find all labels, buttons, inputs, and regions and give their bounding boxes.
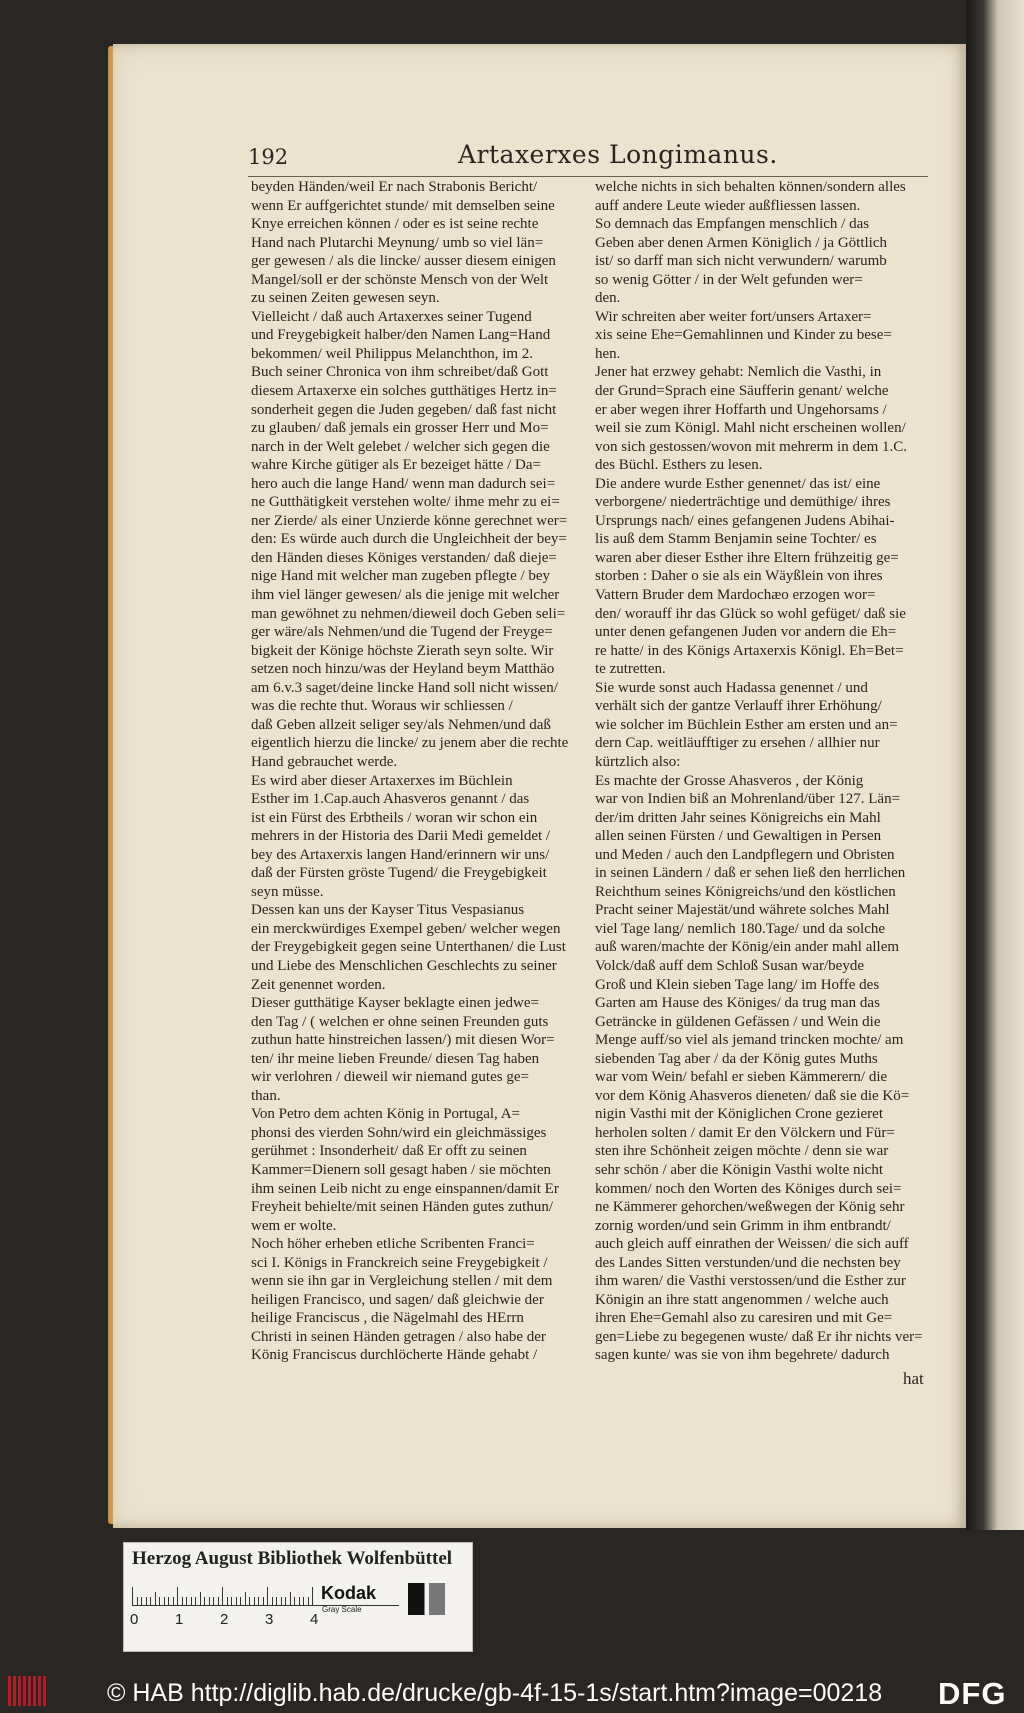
text-line: siebenden Tag aber / da der König gutes Muths <box>595 1050 878 1067</box>
ruler-tick <box>200 1592 201 1605</box>
text-line: setzen noch hinzu/was der Heyland beym Matthäo <box>251 661 555 678</box>
ruler-tick <box>155 1592 156 1605</box>
text-line: zuthun hatte hinstreichen lassen/) mit diesen Wor= <box>251 1032 555 1049</box>
ruler-number: 3 <box>265 1611 274 1628</box>
text-line: Von Petro dem achten König in Portugal, A= <box>251 1106 520 1123</box>
text-line: ist ein Fürst des Erbtheils / woran wir schon ein <box>251 809 538 826</box>
text-line: kommen/ noch den Worten des Königes durch sei= <box>595 1180 902 1197</box>
ruler-tick <box>159 1597 160 1605</box>
text-line: bekommen/ weil Philippus Melanchthon, im 2. <box>251 345 534 362</box>
left-text-column <box>251 178 581 1365</box>
text-line: storben : Daher o sie als ein Wäyßlein von ihres <box>595 568 883 585</box>
text-line: den. <box>595 290 621 307</box>
ruler-tick <box>227 1597 228 1605</box>
text-line: verhält sich der gantze Verlauff ihrer Erhöhung/ <box>595 698 882 715</box>
text-line: Menge auff/so viel als jemand trincken mochte/ am <box>595 1032 904 1049</box>
text-line: phonsi des vierden Sohn/wird ein gleichmässiges <box>251 1124 547 1141</box>
text-line: Freyheit behielte/mit seinen Händen gutes zuthun/ <box>251 1199 554 1216</box>
text-line: ner Zierde/ als einer Unzierde könne gerechnet wer= <box>251 512 568 529</box>
text-line: Zeit genennet worden. <box>251 976 386 993</box>
text-line: viel Tage lang/ nemlich 180.Tage/ und da solche <box>595 920 886 937</box>
text-line: sagen kunte/ was sie von ihm begehrete/ dadurch <box>595 1347 890 1364</box>
text-line: ihm viel länger gewesen/ als die jenige mit welcher <box>251 587 560 604</box>
ruler-tick <box>191 1597 192 1605</box>
text-line: Hand nach Plutarchi Meynung/ umb so viel län= <box>251 234 544 251</box>
text-line: dern Cap. weitläufftiger zu ersehen / allhier nur <box>595 735 880 752</box>
text-line: Geträncke in güldenen Gefässen / und Wein die <box>595 1013 881 1030</box>
text-line: heiligen Francisco, und sagen/ daß gleichwie der <box>251 1291 544 1308</box>
ruler-tick <box>168 1597 169 1605</box>
text-line: ist/ so darff man sich nicht verwundern/ warumb <box>595 253 887 270</box>
text-line: wie solcher im Büchlein Esther am ersten und an= <box>595 716 898 733</box>
text-line: den Tag / ( welchen er ohne seinen Freunden guts <box>251 1013 549 1030</box>
text-line: auch gleich auff einrathen der Weissen/ die sich auff <box>595 1236 909 1253</box>
text-line: und Freygebigkeit halber/den Namen Lang=Hand <box>251 327 551 344</box>
text-line: was die rechte thut. Woraus wir schliessen / <box>251 698 513 715</box>
ruler-tick <box>263 1597 264 1605</box>
ruler-tick <box>231 1597 232 1605</box>
text-line: er aber wegen ihrer Hoffarth und Ungehorsams / <box>595 401 887 418</box>
text-line: und Meden / auch den Landpflegern und Obristen <box>595 846 895 863</box>
text-line: Die andere wurde Esther genennet/ das ist/ eine <box>595 475 881 492</box>
text-line: wenn Er auffgerichtet stunde/ mit demselben seine <box>251 197 555 214</box>
text-line: Garten am Hause des Königes/ da trug man das <box>595 995 880 1012</box>
text-line: Noch höher erheben etliche Scribenten Franci= <box>251 1236 535 1253</box>
color-target-card <box>123 1542 473 1652</box>
text-line: den Händen dieses Königes verstanden/ daß dieje= <box>251 549 557 566</box>
text-line: verborgene/ niederträchtige und demüthige/ ihres <box>595 494 891 511</box>
text-line: ihren Ehe=Gemahl also zu caresiren und mit Ge= <box>595 1310 893 1327</box>
text-line: der/im dritten Jahr seines Königreichs ein Mahl <box>595 809 881 826</box>
text-line: seyn müsse. <box>251 883 324 900</box>
ruler-tick <box>141 1597 142 1605</box>
ruler-tick <box>281 1597 282 1605</box>
text-line: am 6.v.3 saget/deine lincke Hand soll nicht wissen/ <box>251 679 558 696</box>
text-line: beyden Händen/weil Er nach Strabonis Bericht/ <box>251 179 538 195</box>
text-line: waren aber dieser Esther ihre Eltern frühzeitig ge= <box>595 549 899 566</box>
text-line: than. <box>251 1087 281 1104</box>
text-line: daß Geben allzeit seliger sey/als Nehmen/und daß <box>251 716 551 733</box>
text-line: diesem Artaxerxe ein solches gutthätiges Hertz in= <box>251 383 557 400</box>
ruler-tick <box>150 1597 151 1605</box>
gray-scale-patch <box>399 1583 445 1615</box>
text-line: lis auß dem Stamm Benjamin seine Tochter/ es <box>595 531 877 548</box>
ruler-tick <box>146 1597 147 1605</box>
text-line: zornig worden/und sein Grimm in ihm entbrandt/ <box>595 1217 891 1234</box>
kodak-label: Kodak <box>321 1583 377 1603</box>
footer-bar <box>0 1672 1024 1713</box>
text-line: unter denen gefangenen Juden vor andern die Eh= <box>595 624 897 641</box>
text-line: Es wird aber dieser Artaxerxes im Büchlein <box>251 772 513 789</box>
text-line: sten ihre Schönheit zeigen möchte / denn sie war <box>595 1143 889 1160</box>
text-line: herholen solten / damit Er den Völckern und Für= <box>595 1124 895 1141</box>
ruler-tick <box>290 1592 291 1605</box>
text-line: hero auch die lange Hand/ wenn man dadurch sei= <box>251 475 556 492</box>
text-line: Buch seiner Chronica von ihm schreibet/daß Gott <box>251 364 549 381</box>
kodak-gray-scale-label: Gray Scale <box>322 1605 362 1614</box>
text-line: den/ worauff ihr das Glück so wohl gefüget/ daß sie <box>595 605 906 622</box>
text-line: ihm waren/ die Vasthi verstossen/und die Esther zur <box>595 1273 906 1290</box>
text-line: ten/ ihr meine lieben Freunde/ diesen Tag haben <box>251 1050 540 1067</box>
text-line: von sich gestossen/wovon mit mehrerm in dem 1.C. <box>595 438 908 455</box>
text-line: den: Es würde auch durch die Ungleichheit der bey= <box>251 531 567 548</box>
ruler-tick <box>254 1597 255 1605</box>
ruler-tick <box>272 1597 273 1605</box>
footer-credit-link[interactable]: © HAB http://diglib.hab.de/drucke/gb-4f-15-1s/start.htm?image=00218 <box>107 1679 883 1707</box>
text-line: der Grund=Sprach eine Säufferin genant/ welche <box>595 383 889 400</box>
text-line: wenn sie ihn gar in Vergleichung stellen / mit dem <box>251 1273 553 1290</box>
ruler-tick <box>294 1597 295 1605</box>
text-line: ger wäre/als Nehmen/und die Tugend der Freyge= <box>251 624 553 641</box>
text-line: auß waren/machte der König/ein ander mahl allem <box>595 939 900 956</box>
text-line: Pracht seiner Majestät/und währete solches Mahl <box>595 902 890 919</box>
ruler-tick <box>299 1597 300 1605</box>
text-line: weil sie zum Königl. Mahl nicht erscheinen wollen/ <box>595 420 906 437</box>
text-line: so wenig Götter / in der Welt gefunden wer= <box>595 271 863 288</box>
ruler-tick <box>240 1597 241 1605</box>
text-line: Kammer=Dienern soll gesagt haben / sie möchten <box>251 1161 552 1178</box>
scale-ruler <box>132 1585 432 1606</box>
text-line: zu seinen Zeiten gewesen seyn. <box>251 290 440 307</box>
text-line: sci I. Königs in Franckreich seine Freygebigkeit / <box>251 1254 548 1271</box>
text-line: Esther im 1.Cap.auch Ahasveros genannt / das <box>251 791 530 808</box>
ruler-number: 4 <box>310 1611 319 1628</box>
text-line: wir verlohren / dieweil wir niemand gutes ge= <box>251 1069 529 1086</box>
text-line: hen. <box>595 345 621 362</box>
text-line: gerühmet : Insonderheit/ daß Er offt zu seinen <box>251 1143 527 1160</box>
ruler-tick <box>164 1597 165 1605</box>
text-line: ne Kämmerer gehorchen/weßwegen der König sehr <box>595 1199 905 1216</box>
text-line: des Büchl. Esthers zu lesen. <box>595 457 763 474</box>
text-line: allen seinen Fürsten / und Gewaltigen in Persen <box>595 828 882 845</box>
text-line: Reichthum seines Königreichs/und den köstlichen <box>595 883 896 900</box>
ruler-tick <box>213 1597 214 1605</box>
text-line: daß der Fürsten gröste Tugend/ die Freygebigkeit <box>251 865 547 882</box>
ruler-tick <box>186 1597 187 1605</box>
text-line: re hatte/ in des Königs Artaxerxis Königl. Eh=Bet= <box>595 642 904 659</box>
text-line: vor dem König Ahasveros dieneten/ daß sie die Kö= <box>595 1087 910 1104</box>
text-line: des Landes Sitten verstunden/und die nechsten bey <box>595 1254 901 1271</box>
text-line: So demnach das Empfangen menschlich / das <box>595 216 870 233</box>
ruler-tick <box>258 1597 259 1605</box>
ruler-tick <box>195 1597 196 1605</box>
text-line: Wir schreiten aber weiter fort/unsers Artaxer= <box>595 308 872 325</box>
text-line: König Franciscus durchlöcherte Hände gehabt / <box>251 1347 538 1364</box>
text-line: ihm seinen Leib nicht zu enge einspannen/damit Er <box>251 1180 559 1197</box>
text-line: Vattern Bruder dem Mardochæo erzogen wor= <box>595 587 876 604</box>
text-line: der Freygebigkeit gegen seine Unterthanen/ die Lust <box>251 939 566 956</box>
ruler-tick <box>137 1597 138 1605</box>
text-line: ein merckwürdiges Exempel geben/ welcher wegen <box>251 920 561 937</box>
ruler-tick <box>209 1597 210 1605</box>
ruler-tick <box>308 1597 309 1605</box>
text-line: kürtzlich also: <box>595 753 681 770</box>
text-line: sonderheit gegen die Juden gegeben/ daß fast nicht <box>251 401 557 418</box>
text-line: in seinen Ländern / daß er sehen ließ den herrlichen <box>595 865 906 882</box>
page-number: 192 <box>248 145 289 169</box>
catchword: hat <box>903 1369 924 1388</box>
text-line: bigkeit der Könige höchste Zierath seyn solte. Wir <box>251 642 554 659</box>
text-line: gen=Liebe zu begegenen wuste/ daß Er ihr nichts ver= <box>595 1328 923 1345</box>
text-line: mehrers in der Historia des Darii Medi gemeldet / <box>251 828 551 845</box>
text-line: te zutretten. <box>595 661 666 678</box>
text-line: Dieser gutthätige Kayser beklagte einen jedwe= <box>251 995 539 1012</box>
ruler-tick <box>267 1587 268 1605</box>
right-text-column <box>595 178 925 1365</box>
ruler-tick <box>249 1597 250 1605</box>
ruler-tick <box>312 1587 313 1605</box>
ruler-tick <box>204 1597 205 1605</box>
ruler-tick <box>245 1592 246 1605</box>
text-line: ger gewesen / als die lincke/ ausser diesem einigen <box>251 253 556 270</box>
ruler-tick <box>177 1587 178 1605</box>
ruler-tick <box>218 1597 219 1605</box>
text-line: sehr schön / aber die Königin Vasthi wolte nicht <box>595 1161 884 1178</box>
text-line: xis seine Ehe=Gemahlinnen und Kinder zu bese= <box>595 327 892 344</box>
text-line: man gewöhnet zu nehmen/dieweil doch Geben seli= <box>251 605 566 622</box>
text-line: war von Indien biß an Mohrenland/über 127. Län= <box>595 791 901 808</box>
text-line: Mangel/soll er der schönste Mensch von der Welt <box>251 271 549 288</box>
text-line: Groß und Klein sieben Tage lang/ im Hoffe des <box>595 976 880 993</box>
ruler-number: 2 <box>220 1611 229 1628</box>
text-line: bey des Artaxerxis langen Hand/erinnern wir uns/ <box>251 846 550 863</box>
text-line: Knye erreichen können / oder es ist seine rechte <box>251 216 539 233</box>
text-line: war vom Wein/ befahl er sieben Kämmerern/ die <box>595 1069 888 1086</box>
dfg-logo: DFG <box>938 1676 1007 1711</box>
ruler-tick <box>276 1597 277 1605</box>
ruler-tick <box>222 1587 223 1605</box>
text-line: wem er wolte. <box>251 1217 337 1234</box>
text-line: Volck/daß auff dem Schloß Susan war/beyde <box>595 957 864 974</box>
text-line: Ursprungs nach/ eines gefangenen Judens Abihai- <box>595 512 895 529</box>
text-line: ne Gutthätigkeit verstehen wolte/ ihme mehr zu ei= <box>251 494 560 511</box>
text-line: Geben aber denen Armen Königlich / ja Göttlich <box>595 234 887 251</box>
text-line: Jener hat erzwey gehabt: Nemlich die Vasthi, in <box>595 364 882 381</box>
text-line: Es machte der Grosse Ahasveros , der König <box>595 772 864 789</box>
ruler-number: 0 <box>130 1611 139 1628</box>
text-line: Königin an ihre statt angenommen / welche auch <box>595 1291 889 1308</box>
ruler-tick <box>236 1597 237 1605</box>
running-head: Artaxerxes Longimanus. <box>458 140 778 169</box>
text-line: auff andere Leute wieder außfliessen lassen. <box>595 197 861 214</box>
text-line: zu glauben/ daß jemals ein grosser Herr und Mo= <box>251 420 549 437</box>
text-line: Christi in seinen Händen getragen / also habe der <box>251 1328 546 1345</box>
text-line: und Liebe des Menschlichen Geschlechts zu seiner <box>251 957 557 974</box>
library-name: Herzog August Bibliothek Wolfenbüttel <box>132 1548 453 1569</box>
text-line: welche nichts in sich behalten können/sondern alles <box>595 179 906 195</box>
text-line: narch in der Welt gelebet / welcher sich gegen die <box>251 438 550 455</box>
text-line: nige Hand mit welcher man zugeben pflegte / bey <box>251 568 551 585</box>
text-line: wahre Kirche gütiger als Er bezeiget hätte / Da= <box>251 457 541 474</box>
ruler-tick <box>285 1597 286 1605</box>
hab-logo-icon <box>8 1676 48 1706</box>
text-line: Dessen kan uns der Kayser Titus Vespasianus <box>251 902 525 919</box>
text-line: Vielleicht / daß auch Artaxerxes seiner Tugend <box>251 308 532 325</box>
ruler-number: 1 <box>175 1611 184 1628</box>
adjacent-page-edge <box>966 0 1024 1530</box>
ruler-tick <box>132 1587 133 1605</box>
ruler-tick <box>303 1597 304 1605</box>
text-line: heilige Franciscus , die Nägelmahl des HErrn <box>251 1310 524 1327</box>
text-line: Hand gebrauchet werde. <box>251 753 398 770</box>
text-line: nigin Vasthi mit der Königlichen Crone gezieret <box>595 1106 883 1123</box>
text-line: eigentlich hierzu die lincke/ zu jenem aber die rechte <box>251 735 569 752</box>
text-line: Sie wurde sonst auch Hadassa genennet / und <box>595 679 868 696</box>
ruler-tick <box>182 1597 183 1605</box>
head-rule <box>248 176 928 177</box>
ruler-tick <box>173 1597 174 1605</box>
